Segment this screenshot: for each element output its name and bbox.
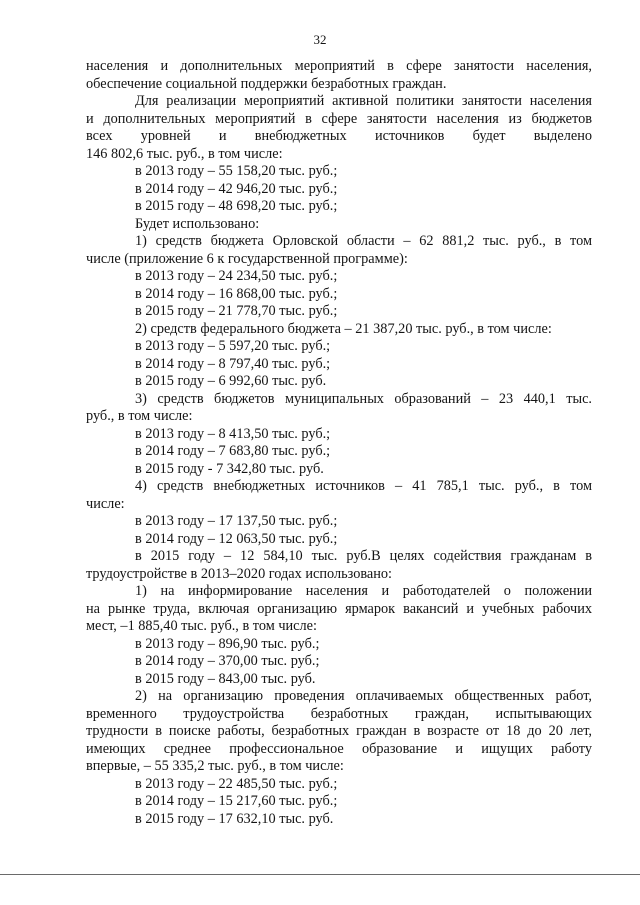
text-line: 2) средств федерального бюджета – 21 387,20 тыс. руб., в том числе: — [135, 320, 552, 337]
text-line: 3) средств бюджетов муниципальных образований – 23 440,1 тыс. — [135, 390, 592, 407]
text-line: в 2015 году – 48 698,20 тыс. руб.; — [135, 198, 338, 214]
text-line: в 2015 году – 6 992,60 тыс. руб. — [135, 373, 327, 389]
text-line: в 2014 году – 42 946,20 тыс. руб.; — [135, 180, 338, 197]
text-line: Для реализации мероприятий активной политики занятости населения — [135, 93, 592, 109]
text-line: в 2013 году – 55 158,20 тыс. руб.; — [135, 163, 338, 179]
text-line: трудоустройстве в 2013–2020 годах использовано: — [86, 565, 393, 582]
text-line: в 2014 году – 8 797,40 тыс. руб.; — [135, 355, 331, 372]
text-line: в 2014 году – 7 683,80 тыс. руб.; — [135, 443, 331, 459]
text-line: в 2013 году – 24 234,50 тыс. руб.; — [135, 268, 338, 284]
page-number: 32 — [313, 32, 327, 47]
text-line: имеющих среднее профессиональное образование и ищущих работу — [86, 740, 592, 757]
text-line: в 2014 году – 16 868,00 тыс. руб.; — [135, 285, 338, 302]
text-line: временного трудоустройства безработных граждан, испытывающих — [86, 705, 592, 722]
text-line: в 2015 году – 843,00 тыс. руб. — [135, 670, 316, 687]
text-line: на рынке труда, включая организацию ярмарок вакансий и учебных рабочих — [86, 600, 592, 617]
text-line: 1) средств бюджета Орловской области – 62 881,2 тыс. руб., в том — [135, 233, 592, 249]
text-line: 1) на информирование населения и работодателей о положении — [135, 583, 592, 599]
text-line: в 2014 году – 370,00 тыс. руб.; — [135, 653, 320, 669]
text-line: Будет использовано: — [135, 215, 260, 232]
text-line: в 2013 году – 22 485,50 тыс. руб.; — [135, 775, 338, 792]
text-line: всех уровней и внебюджетных источников будет выделено — [86, 128, 592, 144]
text-line: 146 802,6 тыс. руб., в том числе: — [86, 145, 283, 162]
document-body — [86, 58, 592, 828]
text-line: в 2013 году – 8 413,50 тыс. руб.; — [135, 425, 331, 442]
text-line: в 2015 году – 21 778,70 тыс. руб.; — [135, 303, 338, 319]
text-line: в 2013 году – 896,90 тыс. руб.; — [135, 635, 320, 652]
text-line: 4) средств внебюджетных источников – 41 785,1 тыс. руб., в том — [135, 478, 592, 494]
text-line: в 2014 году – 15 217,60 тыс. руб.; — [135, 793, 338, 809]
text-line: 2) на организацию проведения оплачиваемых общественных работ, — [135, 688, 592, 704]
text-line: трудности в поиске работы, безработных граждан в возрасте от 18 до 20 лет, — [86, 723, 592, 739]
text-line: числе: — [86, 495, 125, 512]
text-line: в 2013 году – 5 597,20 тыс. руб.; — [135, 338, 331, 354]
text-line: и дополнительных мероприятий в сфере занятости населения из бюджетов — [86, 110, 592, 127]
text-line: мест, –1 885,40 тыс. руб., в том числе: — [86, 618, 317, 634]
text-line: населения и дополнительных мероприятий в сфере занятости населения, — [86, 58, 592, 74]
scan-bottom-edge-divider — [0, 874, 640, 875]
text-line: в 2013 году – 17 137,50 тыс. руб.; — [135, 513, 338, 529]
text-line: числе (приложение 6 к государственной программе): — [86, 250, 408, 267]
text-line: в 2015 году – 17 632,10 тыс. руб. — [135, 810, 334, 827]
text-line: в 2014 году – 12 063,50 тыс. руб.; — [135, 530, 338, 547]
text-line: впервые, – 55 335,2 тыс. руб., в том числе: — [86, 758, 344, 774]
text-line: в 2015 году – 12 584,10 тыс. руб.В целях содействия гражданам в — [135, 548, 592, 564]
text-line: в 2015 году - 7 342,80 тыс. руб. — [135, 460, 324, 477]
text-line: обеспечение социальной поддержки безработных граждан. — [86, 75, 447, 92]
text-line: руб., в том числе: — [86, 408, 193, 424]
